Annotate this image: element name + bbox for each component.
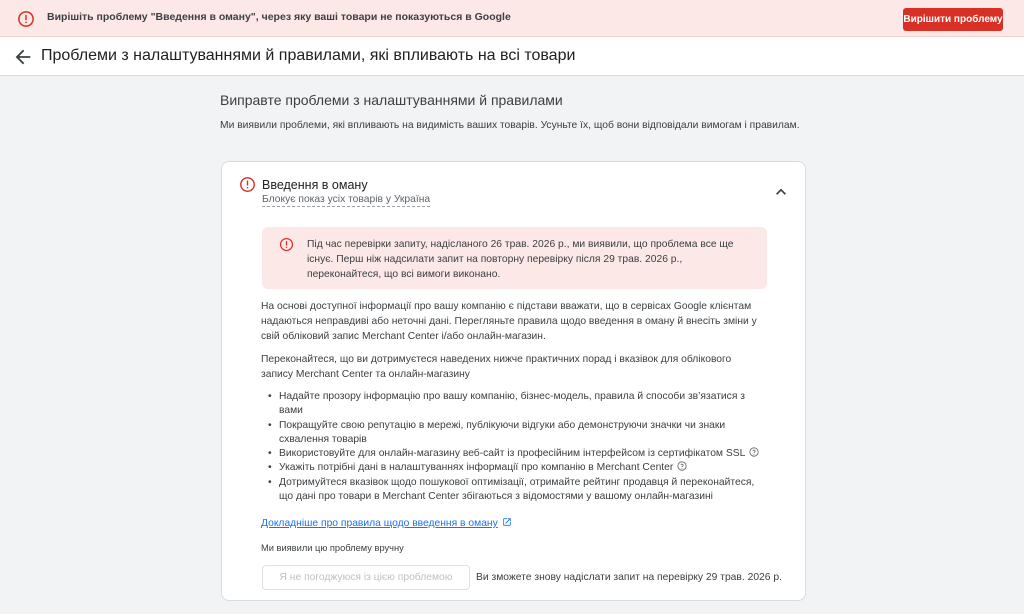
list-item-text: Укажіть потрібні дані в налаштуваннях інформації про компанію в Merchant Center (279, 462, 674, 474)
resubmit-note: Ви зможете знову надіслати запит на перевірку 29 трав. 2026 р. (476, 572, 782, 583)
misrepresentation-policy-link[interactable] (261, 517, 512, 529)
chevron-up-icon[interactable] (771, 182, 791, 202)
list-item (262, 476, 767, 505)
section-title: Виправте проблеми з налаштуваннями й правилами (220, 92, 563, 108)
issue-guidance-intro: Переконайтеся, що ви дотримуєтеся наведених нижче практичних порад і вказівок для облікового запису Merchant Center та онлайн-магазину (261, 354, 732, 380)
help-circle-icon[interactable] (749, 447, 759, 457)
resolve-issue-button[interactable]: Вирішити проблему (903, 8, 1003, 31)
list-item (262, 461, 767, 475)
guidance-list (262, 390, 767, 504)
recheck-alert (262, 227, 767, 289)
issue-card (221, 161, 806, 601)
manual-detection-note: Ми виявили цю проблему вручну (261, 543, 404, 553)
list-item (262, 419, 767, 448)
issue-title: Введення в оману (262, 178, 368, 192)
issue-description: На основі доступної інформації про вашу компанію є підстави вважати, що в сервісах Google клієнтам надаються неправдиві або неточні дані. Перегляньте правила щодо введення в оману й внесіть зміни у свій обліковий запис Merchant Center і/або онлайн-магазин. (261, 301, 757, 342)
error-icon (239, 176, 256, 193)
issue-banner (0, 0, 1024, 37)
disagree-button[interactable]: Я не погоджуюся із цією проблемою (262, 565, 470, 590)
error-icon (17, 10, 35, 28)
list-item (262, 390, 767, 419)
page-title: Проблеми з налаштуваннями й правилами, які впливають на всі товари (41, 47, 576, 64)
alert-text: Під час перевірки запиту, надісланого 26 трав. 2026 р., ми виявили, що проблема все ще існує. Перш ніж надсилати запит на повторну перевірку після 29 трав. 2026 р., переконайтеся, що всі вимоги виконано. (307, 239, 734, 280)
list-item-text: Покращуйте свою репутацію в мережі, публікуючи відгуки або демонструючи значки чи знаки схвалення товарів (279, 419, 726, 445)
list-item-text: Дотримуйтеся вказівок щодо пошукової оптимізації, отримайте рейтинг продавця й переконайтеся, що дані про товари в Merchant Center збігаються з відомостями у вашому онлайн-магазині (279, 476, 755, 503)
list-item-text: Використовуйте для онлайн-магазину веб-сайт із професійним інтерфейсом із сертифікатом SSL (279, 448, 746, 460)
page-header (0, 37, 1024, 76)
section-description: Ми виявили проблеми, які впливають на видимість ваших товарів. Усуньте їх, щоб вони відповідали вимогам і правилам. (220, 120, 800, 131)
open-in-new-icon (502, 517, 512, 527)
help-circle-icon[interactable] (677, 461, 687, 471)
error-icon (279, 237, 294, 252)
list-item (262, 447, 767, 461)
list-item-text: Надайте прозору інформацію про вашу компанію, бізнес-модель, правила й способи зв’язатися з вами (279, 391, 745, 417)
issue-subtitle[interactable]: Блокує показ усіх товарів у Україна (262, 194, 431, 205)
link-label: Докладніше про правила щодо введення в оману (261, 518, 498, 529)
banner-text: Вирішіть проблему "Введення в оману", через яку ваші товари не показуються в Google (47, 11, 511, 23)
arrow-back-icon[interactable] (12, 46, 34, 68)
